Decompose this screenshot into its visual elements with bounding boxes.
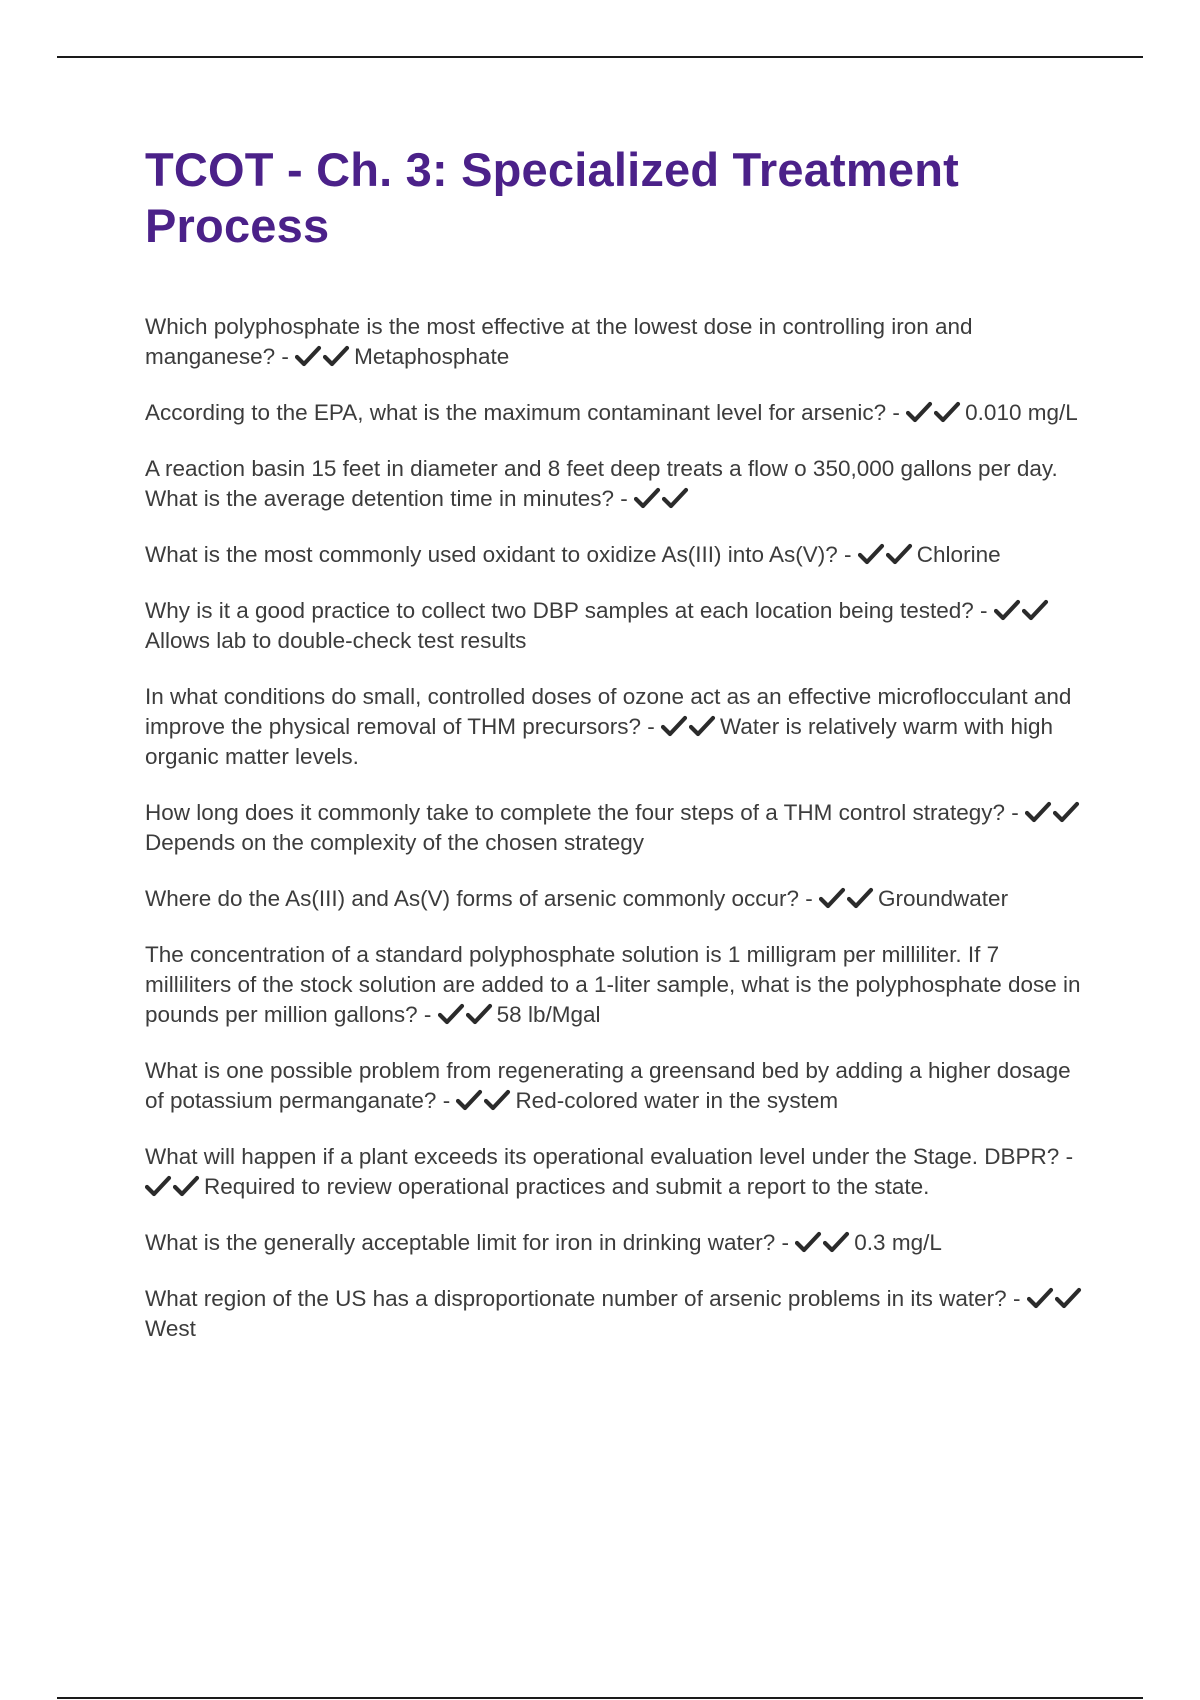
check-mark-icon: [1055, 1287, 1083, 1309]
question-text: According to the EPA, what is the maximum contaminant level for arsenic?: [145, 400, 887, 425]
check-mark-icon: [145, 1175, 173, 1197]
question-text: What is the most commonly used oxidant to oxidize As(III) into As(V)?: [145, 542, 838, 567]
double-check-mark: [1027, 1284, 1083, 1314]
check-mark-icon: [1027, 1287, 1055, 1309]
question-answer-separator: -: [1059, 1144, 1074, 1169]
answer-text: Red-colored water in the system: [515, 1088, 839, 1113]
check-mark-icon: [173, 1175, 201, 1197]
double-check-mark: [295, 342, 351, 372]
double-check-mark: [819, 884, 875, 914]
check-mark-icon: [886, 543, 914, 565]
answer-text: Water is relatively warm with high organic matter levels.: [145, 714, 1054, 769]
qa-item: [145, 1142, 1090, 1202]
question-answer-separator: -: [641, 714, 662, 739]
qa-item: [145, 682, 1090, 772]
check-mark-icon: [456, 1089, 484, 1111]
check-mark-icon: [906, 401, 934, 423]
double-check-mark: [795, 1228, 851, 1258]
qa-item: [145, 540, 1090, 570]
question-answer-separator: -: [275, 344, 296, 369]
check-mark-icon: [823, 1231, 851, 1253]
question-answer-separator: -: [775, 1230, 796, 1255]
check-mark-icon: [1053, 801, 1081, 823]
answer-text: 58 lb/Mgal: [496, 1002, 601, 1027]
question-text: Where do the As(III) and As(V) forms of arsenic commonly occur?: [145, 886, 799, 911]
question-answer-separator: -: [436, 1088, 457, 1113]
check-mark-icon: [661, 715, 689, 737]
check-mark-icon: [934, 401, 962, 423]
qa-item: [145, 596, 1090, 656]
question-answer-separator: -: [1006, 1286, 1027, 1311]
question-answer-separator: -: [417, 1002, 438, 1027]
question-answer-separator: -: [886, 400, 907, 425]
question-answer-separator: -: [1005, 800, 1025, 825]
bottom-rule: [57, 1697, 1143, 1699]
question-text: Which polyphosphate is the most effective at the lowest dose in controlling iron and manganese?: [145, 314, 973, 369]
check-mark-icon: [323, 345, 351, 367]
question-answer-separator: -: [837, 542, 858, 567]
page-title: TCOT - Ch. 3: Specialized Treatment Process: [145, 143, 959, 252]
double-check-mark: [858, 540, 914, 570]
top-rule: [57, 56, 1143, 58]
double-check-mark: [438, 1000, 494, 1030]
check-mark-icon: [858, 543, 886, 565]
check-mark-icon: [819, 887, 847, 909]
qa-item: [145, 312, 1090, 372]
question-text: In what conditions do small, controlled doses of ozone act as an effective microflocculant and improve the physical removal of THM precursors?: [145, 684, 1072, 739]
question-text: How long does it commonly take to complete the four steps of a THM control strategy?: [145, 800, 1005, 825]
check-mark-icon: [847, 887, 875, 909]
double-check-mark: [634, 484, 690, 514]
double-check-mark: [456, 1086, 512, 1116]
qa-item: [145, 798, 1090, 858]
qa-item: [145, 940, 1090, 1030]
qa-item: [145, 1056, 1090, 1116]
check-mark-icon: [438, 1003, 466, 1025]
answer-text: 0.3 mg/L: [854, 1230, 942, 1255]
answer-text: Required to review operational practices and submit a report to the state.: [204, 1174, 930, 1199]
check-mark-icon: [1025, 801, 1053, 823]
check-mark-icon: [484, 1089, 512, 1111]
double-check-mark: [906, 398, 962, 428]
check-mark-icon: [634, 487, 662, 509]
qa-item: [145, 1228, 1090, 1258]
qa-item: [145, 884, 1090, 914]
question-text: What will happen if a plant exceeds its operational evaluation level under the Stage. DBPR?: [145, 1144, 1060, 1169]
double-check-mark: [661, 712, 717, 742]
qa-list: [145, 312, 1090, 1370]
question-text: What is one possible problem from regenerating a greensand bed by adding a higher dosage of potassium permanganate?: [145, 1058, 1071, 1113]
answer-text: Allows lab to double-check test results: [145, 628, 527, 653]
question-answer-separator: -: [973, 598, 994, 623]
question-text: The concentration of a standard polyphosphate solution is 1 milligram per milliliter. If 7 milliliters of the stock solution are added to a 1-liter sample, what is the polyphosphate dose in pounds per million gallons?: [145, 942, 1081, 1027]
question-text: A reaction basin 15 feet in diameter and 8 feet deep treats a flow o 350,000 gallons per day. What is the average detention time in minutes?: [145, 456, 1058, 511]
answer-text: Chlorine: [916, 542, 1001, 567]
double-check-mark: [145, 1172, 201, 1202]
check-mark-icon: [689, 715, 717, 737]
answer-text: Metaphosphate: [354, 344, 510, 369]
check-mark-icon: [466, 1003, 494, 1025]
double-check-mark: [994, 596, 1050, 626]
question-answer-separator: -: [799, 886, 819, 911]
question-text: What is the generally acceptable limit for iron in drinking water?: [145, 1230, 776, 1255]
answer-text: West: [145, 1316, 196, 1341]
question-text: Why is it a good practice to collect two DBP samples at each location being tested?: [145, 598, 974, 623]
question-text: What region of the US has a disproportionate number of arsenic problems in its water?: [145, 1286, 1007, 1311]
answer-text: Groundwater: [878, 886, 1009, 911]
check-mark-icon: [795, 1231, 823, 1253]
check-mark-icon: [662, 487, 690, 509]
double-check-mark: [1025, 798, 1081, 828]
check-mark-icon: [295, 345, 323, 367]
question-answer-separator: -: [614, 486, 635, 511]
answer-text: Depends on the complexity of the chosen strategy: [145, 830, 645, 855]
qa-item: [145, 398, 1090, 428]
check-mark-icon: [994, 599, 1022, 621]
answer-text: 0.010 mg/L: [965, 400, 1078, 425]
qa-item: [145, 1284, 1090, 1344]
qa-item: [145, 454, 1090, 514]
check-mark-icon: [1022, 599, 1050, 621]
